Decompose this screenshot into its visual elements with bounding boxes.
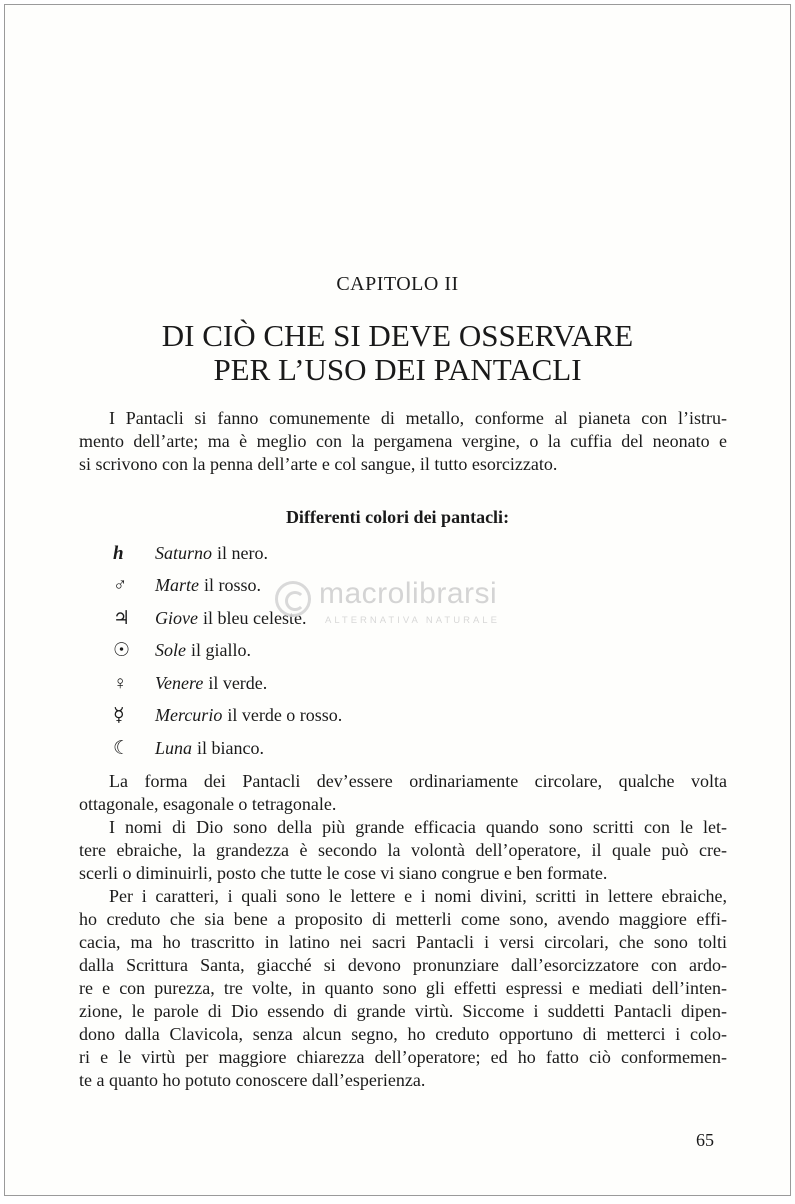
list-item xyxy=(113,537,342,570)
planet-name: Sole xyxy=(155,640,186,661)
planet-colors-list xyxy=(113,537,342,765)
text-line: te a quanto ho potuto conoscere dall’esperienza. xyxy=(79,1070,426,1090)
text-line: ri e le virtù per maggiore chiarezza dell’operatore; ed ho fatto ciò conformemen- xyxy=(79,1047,727,1067)
intro-paragraph xyxy=(79,407,727,476)
list-item xyxy=(113,700,342,733)
text-line: tere ebraiche, la grandezza è secondo la volontà dell’operatore, il quale può cre- xyxy=(79,840,727,860)
jupiter-icon: ♃ xyxy=(113,607,131,629)
planet-name: Venere xyxy=(155,672,204,693)
text-line: si scrivono con la penna dell’arte e col sangue, il tutto esorcizzato. xyxy=(79,454,558,474)
chapter-title xyxy=(5,319,790,387)
paragraph xyxy=(79,816,727,885)
color-text: il rosso. xyxy=(204,575,262,596)
title-line-1: DI CIÒ CHE SI DEVE OSSERVARE xyxy=(161,318,634,353)
paragraph xyxy=(79,885,727,1092)
text-line: dalla Scrittura Santa, giacché si devono pronunziare dall’esorcizzatore con ardo- xyxy=(79,955,727,975)
text-line: ottagonale, esagonale o tetragonale. xyxy=(79,794,337,814)
text-line: Per i caratteri, i quali sono le lettere e i nomi divini, scritti in lettere ebraiche, xyxy=(109,886,727,906)
planet-name: Mercurio xyxy=(155,705,223,726)
color-text: il verde o rosso. xyxy=(227,705,343,726)
color-text: il bianco. xyxy=(197,737,264,758)
text-line: I nomi di Dio sono della più grande efficacia quando sono scritti con le let- xyxy=(109,817,727,837)
book-page xyxy=(4,4,791,1196)
sun-icon: ☉ xyxy=(113,640,131,662)
text-line: zione, le parole di Dio essendo di grande virtù. Siccome i suddetti Pantacli dipen- xyxy=(79,1001,727,1021)
colors-heading: Differenti colori dei pantacli: xyxy=(285,507,510,527)
planet-name: Saturno xyxy=(155,542,213,563)
list-item xyxy=(113,602,342,635)
color-text: il giallo. xyxy=(191,640,251,661)
list-item xyxy=(113,570,342,603)
venus-icon: ♀ xyxy=(113,672,128,694)
list-item xyxy=(113,667,342,700)
watermark-tagline: ALTERNATIVA NATURALE xyxy=(325,615,500,626)
paragraph xyxy=(79,770,727,816)
planet-name: Giove xyxy=(155,607,198,628)
color-text: il bleu celeste. xyxy=(202,607,307,628)
text-line: dono dalla Clavicola, senza alcun segno, ho creduto opportuno di metterci i colo- xyxy=(79,1024,727,1044)
list-item xyxy=(113,732,342,765)
watermark-brand: macrolibrarsi xyxy=(319,577,498,610)
planet-name: Luna xyxy=(155,737,193,758)
planet-name: Marte xyxy=(155,575,199,596)
title-line-2: PER L’USO DEI PANTACLI xyxy=(213,352,582,387)
text-line: cacia, ma ho trascritto in latino nei sacri Pantacli i versi circolari, che sono tolti xyxy=(79,932,727,952)
text-line: mento dell’arte; ma è meglio con la pergamena vergine, o la cuffia del neonato e xyxy=(79,431,727,451)
chapter-label: CAPITOLO II xyxy=(336,273,459,295)
moon-icon: ☾ xyxy=(113,737,131,759)
text-line: I Pantacli si fanno comunemente di metallo, conforme al pianeta con l’istru- xyxy=(109,408,727,428)
mercury-icon: ☿ xyxy=(113,705,125,727)
color-text: il verde. xyxy=(208,672,268,693)
text-line: ho creduto che sia bene a proposito di metterli come sono, avendo maggiore effi- xyxy=(79,909,727,929)
mars-icon: ♂ xyxy=(113,575,128,597)
text-line: scerli o diminuirli, posto che tutte le cose vi siano congrue e ben formate. xyxy=(79,863,608,883)
body-paragraphs xyxy=(79,770,727,1092)
list-item xyxy=(113,635,342,668)
text-line: La forma dei Pantacli dev’essere ordinariamente circolare, qualche volta xyxy=(109,771,727,791)
text-line: re e con purezza, tre volte, in quanto sono gli effetti espressi e mediati dell’inten- xyxy=(79,978,727,998)
page-number: 65 xyxy=(696,1130,714,1150)
saturn-icon: h xyxy=(113,542,124,564)
color-text: il nero. xyxy=(217,542,269,563)
